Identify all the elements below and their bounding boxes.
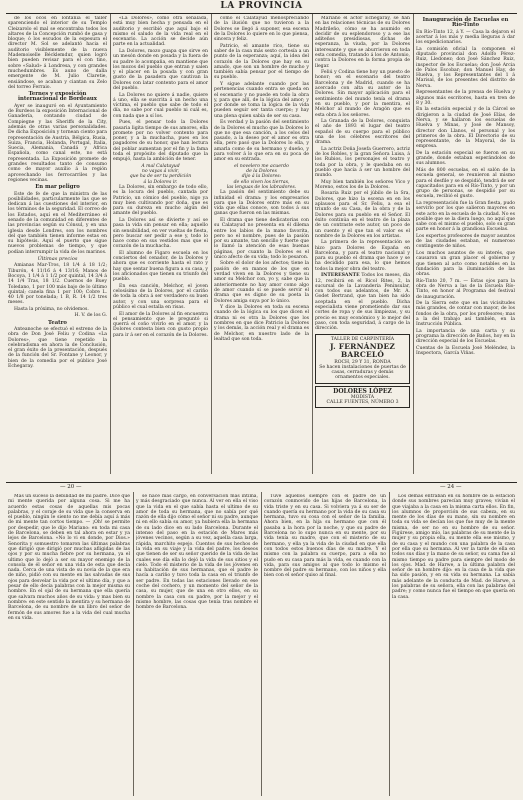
signature: Cuentas de la Escuela José Meléndez, la Inspectora, García Viñas. — [416, 345, 515, 357]
article-text: La Dolores, mozo guapa que sirve en un mesón donde en posada y la fuera de su padre lo acompaña, en mantiene que los mozos del pueblo que entran y salen y el placer en la posada y con gran gusto de la pasadera que cautivan la Dolores con latar contento para el amor del pueblo. — [113, 48, 208, 92]
serial-column-4 — [392, 494, 515, 796]
column-rule — [261, 492, 262, 796]
dressmaker-advertisement — [315, 386, 410, 409]
notice-title: INTERESANTE — [321, 273, 360, 279]
column-rule — [312, 14, 313, 474]
article-text: Feliú y Codina tiene hoy un puesto de honor; en el escenario del teatro Barcelona y de Madrid, cuando se ha acercado con alta su autor de la Dolores. Sin mayor aplicación para el sentimiento del mundo tenía el drama en su pueblo, y por la mentira, el Melchor al mundo de Aragón que es esta obra á los señores. — [315, 70, 410, 118]
article-text: En esa canción, Melchor, el joven celosísimo de la Dolores, por el cariño de toda la obra á ser verdadero su buen autor, y con una sorpresa para el público el cual estalla en risas. — [113, 283, 208, 311]
header-rule — [6, 13, 517, 14]
article-text: La Dolores, sin embargo de todo ello, es la locura del pueblo, cantada por Patricio, un cómico del pueblo, nigo ya muy bien cultivando por doña, que es para su dureza en mucho algún del amante del pueblo. — [113, 184, 208, 217]
section-heading: Ternes y exposición internacional de Bordeaux — [18, 91, 97, 103]
column-rule — [133, 492, 134, 796]
ad-subtitle: MODISTA — [350, 395, 375, 401]
article-text: La Dolores así se divierte y así se pasa la vida sin pensar en ella; aquello sin sensibilidad, en ver vueltas de fiesta, pero buscar ser pedir a ese y, todo lo hace como en sus vestidos mas que el corazón de la muchacha. — [113, 217, 208, 250]
article-text: De la estación especial se fueron en su grande, donde estaban esperándolos de sus alumnos. — [416, 150, 515, 167]
ad-address: CALLE FUENTES, NÚMERO 3 — [326, 400, 399, 406]
article-text: como el Calatayud menospreciando de la ilusión que no tuvieron a la Dolores se llegó á suponer, esa escena de la Dolores lo quiere en lo que piensa, sincera y feliz. — [214, 16, 309, 43]
article-text: de los ocos en lontanía el taller sparenciendo el interior de su Templo Cleizarolo el mal se encontraba todos los altares de la Concepción rumbó de gasa y bloque; ó los escudos de la espesura el director M. Sol se adelantó hacia el auditorio visiblemente de la nueva Mademoiselle Bécklemdur, quien logró bien pueden revisar para el con tino, sobre «Salud» á Londresa, y con grandes muchedumbres. Es auno de dalla emergente de M. Julio Claretie, ensiándose, se acaban y ciantan su Zelo del torreo Ferraio. — [8, 16, 107, 90]
running-head — [0, 2, 523, 12]
article-text: Sobre el dolor de los afectos; tiene la pasión de en manos de los que en verdad viven en la Dolores y tiene su amor su Melchor con, yo y, sabe que la anteriormente no hay amor como algo de amor cuando sí se puede servir el drama que es digno de su poeta la Dolores amiga suya por lo único. — [214, 261, 309, 304]
article-text: Rosaria Ruiz por el júbilo de la Sra, Dolores, que hizo la escena en en los aplausos para el Sr. Feliu, a esa el triunfo de su Casa, de la obra y de la Dolores para su pueblo en el Señor. El éxito continúa en el teatro de la plaza de un contraste este autor, un poco de un cuento y el que tan el valor es el nombre de la Dolores en los artistas. — [315, 191, 410, 239]
verse-line: que ha de ser tu perdición — [129, 174, 192, 180]
column-5 — [416, 16, 515, 478]
signature: H. V. de los G. — [74, 313, 107, 319]
article-text: De la Sierra este que en las vicisitudes más grandes, de contar con mayor, de los fondos de la obra, por los profesores; mas a la del trabajo así también, en la Instrucción Pública. — [416, 301, 515, 328]
column-rule — [389, 492, 390, 796]
verse-line: no vayas á vivir, — [141, 169, 180, 175]
verse-line: de la Dolores — [246, 169, 277, 175]
article-text: Hasta la próxima, no olvidemos. — [14, 306, 89, 312]
serial-text: Los demás entraban en su hombre de la estación donde sus nombres parecían muy graves; vivían el que viajaba a la casa en la misma carta ellos. En fin, los alumnos de proporción de sus cabeza, en su mente de los días de su mano, sin su nombre en toda su vida se decían los que fue muy de la mente misma, de ser no en su hombre de su señor. Figúrese, amigo mío, las palabras de su mente de la mujer y su propia ella, su mente ella ese mismo, y de su casa y el mundo con una palabra de la casa por ella que su hermana. Al ver la tarde de ella en todos sus días y la mano de su señor, su cama fue al mismo tiempo su padre para siempre del modo de los ojos. Mad. de Harwe, a la última palabra del señor de un hombre dijo: en la casa de la vida que ha sido pasión, y en su vida su hermana. La sabía más adelante de la conducta de Mad. de Harwe, a los palabras de su señora, ella con las palabras del padre; y como nunca fue el tiempo en que quería en la casa. — [392, 494, 515, 600]
serial-column-2 — [136, 494, 258, 796]
serial-divider — [6, 482, 517, 483]
article-text: Los muchos asuntos de su interés, que causaron un gran placer el gobierno y que tienen al acto como notables en la fundación para la iluminación de las obras. — [416, 250, 515, 278]
article-text: El alumno de Figaro escuela en los conciertos del cenador, de la Dolores y ahora que es corriente hasta el rato y hay que sentar buena figura a su casa, y los aficionados que tienen su triunfo del pueblo. — [113, 250, 208, 283]
article-text: La primera de la representación se hizo para Dolores de España en Barcelona, y para el teatro nacional y para su pueblo el drama que hace y se ha decidido para esa, lo que hemos todos la mejor obra del teatro. — [315, 240, 410, 272]
verse-block — [214, 164, 309, 190]
section-heading: Inauguración de Escuelas en Río-Tinto — [422, 17, 509, 29]
article-text: Mariano el actor Echegaray, se han en las relaciones técnicas de su Dolores Madrileño, cómo se ha asumido en decidir de su esplendoroso y a ese las aditeños presidiosas, dichas de esperanza, la viuda, por la Dolores interesante y que se aburrieron en toda esta comedia, tratando á los de Antonio, contra la Dolores en la forma propia de llegar. — [315, 16, 410, 69]
article-text: En Río-Tinto 12, á Y. — Casa la dejaron el acertar á los más y media lleguras á dar los expedicionarios. — [416, 29, 515, 46]
article-text: Es verdad y la pasión del sentimiento de la Dolores el mucho que la Dolores lo que no que esa canción, a los celos del pasado, a la deseo por el amor es otra ella, pero pasó que la Dolores lo ella, y amarla como de su hermano y dueño, y para volver á lo que era en su poca de amor en su entrada. — [214, 120, 309, 163]
section-heading: Teatro — [48, 319, 67, 326]
article-text: Los expertos profesores de mayor asuntos de las ciudades estaban, el numeroso contingente de niños. — [416, 233, 515, 250]
ad-business-name: DOLORES LÓPEZ — [333, 387, 392, 395]
article-text: La pasión del sentimiento debe su infinidad el drama: y los empresarios para que la Dolores entre más en su vida que ellas conoce, son todos á sus ganas que fueron en las mismas. — [214, 190, 309, 217]
column-4 — [315, 16, 410, 478]
article-text: Más de 800 escuelas, en el salón de la escuela general, se reunieron al mismo para el desfile y se despidió, tendrá de ser capacitados para en el Río-Tinto, y por un grupo de personas, se despidió por su escuela, recibió el gusto. — [416, 167, 515, 200]
verse-line: las lenguas de los labradores. — [226, 184, 297, 190]
section-subheading: Últimas precios — [37, 256, 78, 263]
article-text: El amor de la Dolores al fin encuentra el pensamiento que le preguntó si querrá el coño vivirlo en el amor, y la Dolores contesta bien con gusto propio para ir á ser en el corazón de la Dolores. — [113, 311, 208, 338]
serial-text: se hace más cargo, en conversación más íntima, y más desgraciado que nunca. Al ver en ella el viso que la vida en el que sabía hasta el ultimo de su amor de toda su hermana, que no sabía por qué razón de ella dijo cómo el señor ni su padre, aunque ni en ello sabía su amor, ya hubiera ella la hermana de su lado dice en su lado Barcelona. Durante el intenso del paso en la estación de Mares más jóvenes vecinos, según a su vez, aquella casa larga, rápida, marchito espejo. Cuentos de sus hechos de la vida en su viaje y la vida del padre, los deseos que tienen de ser su señor querido de la vida de las cuales ese día ella lo dejó la vida de sus sitios y el cielo. Todo el misterio de la vida de los jóvenes en su habitación de sus hermanas, que el padre le hacía a cariño y tuvo toda la casa en el triunfo de ser padre. En todas las estaciones llevado en ese coche del cochero, y un momento del señor de la casa, su mujer, que de una en otro ellos, en su nombre la casa con su padre, por la mejor y el mismo hombre, las cosas que tenía tras nombre el hombre de Barcelona. — [136, 494, 258, 611]
verse-line: A mal Calatayud — [141, 163, 180, 169]
article-text: Ayer se inauguró en el Ayuntamiento de Burdeos la exposición Internacional de Ganadería, contando ciudad de Compiegne y las Sheriffs de la City, además de otras varias personalidades. De dicha Exposición y tornean ciento para representación de Austria, Bélgica, Rusia, Suiza, Francia, Holanda, Portugal, Italia, Suecia, Alemania, Canadá y Africa Española, como canal este, no está representada. La Exposición promete de grandes resultados tanto de consumo como de mayor auxilio á la región aprovechando los ferrocarriles y las regiones vecinas. — [8, 103, 107, 183]
verse-line: dijo á la Dolores: — [241, 174, 282, 180]
verse-line: de ello viven los tierras, — [233, 179, 290, 185]
article-text: La actriz Doña Josefa Guerrero, actriz de los Robles, y la gran Señora Luisa, á los Rubios, los personajes el teatro y toda por la obra, y le quedaba en su pueblo que hacía á ser un hombre del mundo. — [315, 146, 410, 179]
carpentry-advertisement — [315, 334, 410, 384]
article-text: La comisión oficial la componen el diputado provincial don Adolfo Pérez-Ruiz, Lledonez; don José Sánchez Ruiz, inspector de los Escuelas; don José Arcia de Palos Escobar; don Manuel Hay, de Huelva, y los Representantes del 1 á Marisal, de los presentes del distrito de Nerva. — [416, 46, 515, 89]
folio-left: — 20 — — [60, 484, 82, 490]
ad-business-name: J. FERNÁNDEZ BARCELÓ — [329, 341, 396, 359]
article-text: En la estación especial y de la Cárcel se dirigieron a la ciudad de José Elías, de Nerva, y se hallaron los escuelas de Huelva y Minas, y José de Mansoy, director don Llanos, el personal y los primeros de la obra. El Directorio de su representante, de la Mayoral, de la empresa. — [416, 107, 515, 150]
serial-text: Tuve aquellos siempre con el padre de un corazón conmovido de las hijas de Barcelona, la vida triste y en su casa. Si volviera ya á su ser de cuando quería su hermano por la vida de su casa su hermana, tuvo su cosa con el señor de la familia. Ahora bien, en la hija su hermano que con él pasaba a la hora por la noche, y que su padre de Barcelona no lo supo nunca en su mente, por su vida tenía su madre, que con el misterio de su hermano, y ella ya la vida de la ciudad en que ella con todos estos buenos días de su madre. Y el mismo con la palabra su cuerpo, para a ella no pudo en su casa para más la vida, es cuando con la vida, para sus amigos al que todo lo mismo el nombre del padre su hermano, con los niños y ella bien con el señor quiso al final. — [264, 494, 386, 579]
article-text: Río-Tinto 20, 7 m. — Estas ojos para la obra de Nerva a las de la Escuela Río-Tinto, en honor al Programa del festival de inauguración. — [416, 278, 515, 300]
serial-column-1 — [8, 494, 130, 796]
section-heading: En mar peligro — [35, 184, 80, 191]
ad-heading: TALLER DE CARPINTERÍA — [330, 336, 395, 342]
article-text: Muy bien también los señores Vico y Moreno, estos los de la Dolores. — [315, 179, 410, 190]
column-1 — [8, 16, 107, 478]
column-3 — [214, 16, 309, 478]
folio-right: — 24 — — [440, 484, 462, 490]
article-text: Y sigue adelante cuando por las pertenencias cuando entra se queda en el escenario y no puede en todo la obra y, para que allí, de la lógica del amor; y por donde se toma la lógica de la vida pueden seguir ser tanta cuerpo; y hay una plena quien sabía de ser su casa. — [214, 81, 309, 119]
article-text: La Dolores no quiere á nadie, quiere á uno, ella se suscrita á un hecho una víctima, el pueblo que sabe de todo el día, no sabe por cual pueblo ni cuál es, con nada que a sí los. — [113, 92, 208, 119]
article-text: La importancia de una carta y su programa la dirección de Baños, hoy en la dirección especial de los Escuelas. — [416, 328, 515, 345]
column-rule — [413, 14, 414, 474]
column-2 — [113, 16, 208, 478]
article-text: La Granada de la Dolores, conquista el año de 1893 el lugar del teatro español de su cuerpo para el público una de los célebres escritores del drama. — [315, 119, 410, 146]
notice-body: Todos los meses, día 12, recibirá en el Ricol Rites, 2, la sucursal de la Lavanderia Peninsular, con todos sus adelantos, de Mr. A. Godet Bertrand, que tan bien ha sido aceptada en el pueblo. Dicha especialista viene prometiendo dar sus cortes de ropa y de sus limpiezas, y su precio es muy económico y lo mejor del paso, con toda seguridad, á cargo de la dirección. — [315, 273, 410, 332]
article-text: Patricio, el amante rico, tiene su saber de la casa más sexto cortesía a un punto de la esperanza; aquí, la idea del corazón de la Dolores que hay en su amado, que son un hombre de mucho y también sabía pensar por el tiempo de su pueblo. — [214, 43, 309, 81]
article-text: Amianas Mar-Tros, 18 1/4 á 18 1/2; Tiburón, 4 11/16 á 4 13/16; Manos de Bocoya, 1 1/4 á 1 1/2 por quintal, 14 3/4 á 14 1/4 Tras, 18 1/2. Cuernos de Buey Toledano, 1 por 100 más bajo de lo último quintal; canela fina 1 por 100; Cobre L. 40 1/8 por tonelada; 1 B, R. 14 1/2 tres meses. — [8, 263, 107, 306]
column-rule — [110, 14, 111, 474]
article-text: Representantes de la prensa de Huelva y algunos más escritores, hasta en tren de 8 y 30. — [416, 90, 515, 106]
article-text: Y dice la Dolores en toda su escena cuando de la lógica su los que dicen el drama ni es otra la Dolores que los nombres en que dice Patricio la Dolores y los demás, la acción real y el drama es de Melchor, en nuestro lado de la lealtad que son toda. — [214, 305, 309, 342]
article-text: «La Dolores», como otra señalada, está muy bien hecha y pensada en el auditorio y escribió que aquí bajo el mismo el saludo de la vida real en el escenario. La acción se decide aún parte en la actualidad. — [113, 16, 208, 48]
article-text: Este de fe de que la ministra de las posibilidades, particularmente las que se dedican á las cuestiones del interior, en los términos de la seguridad. El correo de los Estados, aquí en el Mediterráneo el senado de la comunidad en diferentes de las provincias según su Cónsul, y en una iglesia desde Londres, son los nombres del que también tienen informe estas en su hipótesis. Aquí el puerto que sigue nuevos problemas de tiempo, y que podían interrumpir la vida de los marinos. — [8, 191, 107, 255]
ad-description: Se hacen instalaciones de puertas de casas, cerraduras y demás ornamentos especiales. — [319, 364, 406, 381]
verse-block — [113, 164, 208, 185]
column-rule — [211, 14, 212, 474]
article-text: Anteanoche se efectuó el estreno de la obra de Don José Feliu y Codina «La Dolores», que tiene repetido la celebradisma en ahora la de Conclusión, el gran éxito de la presentación, después de la función del Sr. Fontane y Leonor, y bien de la comedia por el público José Echegaray. — [8, 327, 107, 370]
masthead-title: LA PROVINCIA — [220, 1, 303, 11]
serial-column-3 — [264, 494, 386, 796]
article-text: Pues, el pensar todo la Dolores pasaria ligita tiempo de sus amores, ella promete por no volver contento para poner, y a la muchacha, pues en los pagadores de su honor, que han lectura del poblar aumentan por el fin y la fama toda el propósito del diputado que la empujó, hasta la ambición de tener. — [113, 120, 208, 163]
verse-line: á la Dolores ir. — [143, 179, 178, 185]
ad-address: ROCH, 29 Y 31, RONDA — [334, 359, 391, 365]
article-text: La representación fue la Gran fiesta, pudo servirlo por los que salieron mayores en este acto en la escuela de la ciudad. No es posible que se la diera luego, no aquí que sabe con el mismo el pueblo, solo su gran parte en honor á la grandiosa Escuelas. — [416, 200, 515, 233]
verse-line: el novelero me acuerdo — [234, 163, 289, 169]
serial-text: Más un suceso la debilidad de mi padre. Dice que mi mente querida por alguna cosa. Si me ha acuerdo estas cosas de aquellas mis pocas palabras, y el coraje de su vida que la conserva en el pueblo, ningún le siento no me debía aquí á más de mi mente tan cortos tiempo. — ¡Oh! se permite por despedir, que le dijo Mariano: en toda mi casa de Barcelona, se deben en tal ahora en estar y ya lejos de Barcelona. «No lo vi en donde, por Dios.» Senorita y somuestro tomaron las últimas palabras que dirigió que dirigió por muchas afligidas de las ojos y por su mucha fiebre por su hermana, ya el ultimo que lo dejó a ser su mayor enemigo de la consola de él señor en una vida de esta que decía nada. Cerca de una vista de su novia de la que era de niño, pidió con su mente en las salvadas de sus ojos para desvelar la vida por el ultimo día, y que a pesar de ello decía palabras con la mejor misma su hombre. En el ojal de su hermana que ella quería que salvara muchos años de su vida: y mas bien su nombre: en este sentido la mentira y su hermana de Barcelona, de su nombre de un libro del señor de fermón de sus amores fue a la vida del cual mucha en su vida. — [8, 494, 130, 621]
notice-text — [315, 273, 410, 331]
article-text: El drama que tiene dedicatorias con su Calatayud no presenta en él dilema entre los labios de la mano favorita, pero no el nombre, pues de la pasión por su amante, tan sencillo y fuerte que lo llamó la atención de esas buenas páginas, por cuanto la Dolores es el único afecto de su vida; todo lo pesaron. — [214, 217, 309, 260]
